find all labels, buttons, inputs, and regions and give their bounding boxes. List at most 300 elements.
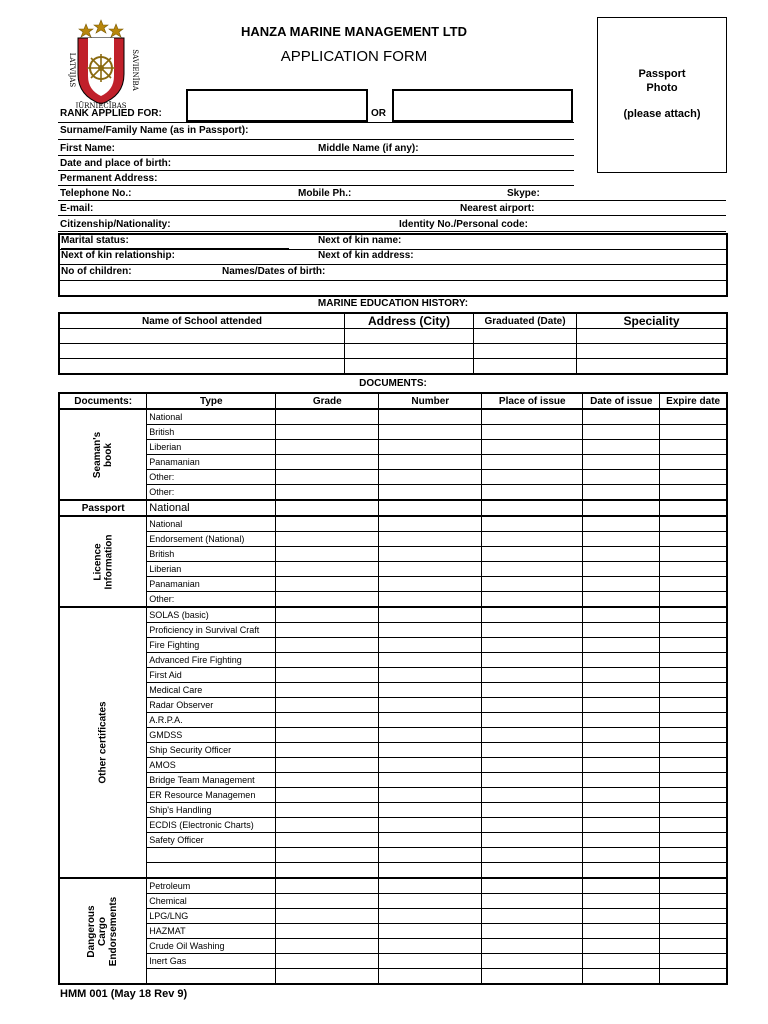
other-certificates-cell[interactable] [379, 668, 482, 683]
dangerous-cargo-type: Chemical [147, 894, 276, 909]
licence-cell[interactable] [583, 562, 660, 577]
other-certificates-cell[interactable] [379, 683, 482, 698]
other-certificates-type: Proficiency in Survival Craft [147, 623, 276, 638]
passport-group-label [59, 500, 147, 516]
licence-cell[interactable] [379, 592, 482, 608]
company-name: HANZA MARINE MANAGEMENT LTD [240, 24, 468, 39]
other-certificates-cell[interactable] [583, 653, 660, 668]
seamans-book-label-line: book [103, 442, 115, 467]
dangerous-cargo-cell[interactable] [583, 894, 660, 909]
seamans-book-type: Panamanian [147, 455, 276, 470]
other-certificates-cell[interactable] [583, 728, 660, 743]
seamans-book-cell[interactable] [660, 470, 727, 485]
other-certificates-cell[interactable] [660, 607, 727, 623]
mobile-label: Mobile Ph.: [298, 188, 352, 199]
seamans-book-cell[interactable] [482, 485, 583, 501]
other-certificates-cell[interactable] [276, 773, 379, 788]
other-certificates-cell[interactable] [276, 623, 379, 638]
licence-cell[interactable] [660, 532, 727, 547]
dangerous-cargo-row[interactable] [59, 954, 727, 969]
seamans-book-cell[interactable] [583, 440, 660, 455]
other-certificates-cell[interactable] [276, 728, 379, 743]
other-certificates-cell[interactable] [660, 743, 727, 758]
dangerous-cargo-cell[interactable] [276, 894, 379, 909]
dangerous-cargo-cell[interactable] [482, 954, 583, 969]
logo-text-bottom: JŪRNIECĪBAS [75, 102, 127, 108]
other-certificates-row[interactable] [59, 848, 727, 863]
other-certificates-cell[interactable] [482, 803, 583, 818]
other-certificates-type: Fire Fighting [147, 638, 276, 653]
dangerous-cargo-cell[interactable] [660, 954, 727, 969]
other-certificates-cell[interactable] [583, 818, 660, 833]
dob-label: Date and place of birth: [60, 158, 172, 169]
seamans-book-type: Other: [147, 485, 276, 501]
seamans-book-cell[interactable] [276, 455, 379, 470]
dangerous-cargo-cell[interactable] [660, 939, 727, 954]
kin-name-label: Next of kin name: [318, 235, 402, 246]
other-certificates-cell[interactable] [482, 683, 583, 698]
other-certificates-cell[interactable] [482, 863, 583, 879]
education-row[interactable] [59, 359, 727, 375]
other-certificates-type: SOLAS (basic) [147, 607, 276, 623]
other-certificates-cell[interactable] [482, 668, 583, 683]
other-certificates-cell[interactable] [482, 623, 583, 638]
email-label: E-mail: [60, 203, 94, 214]
other-certificates-cell[interactable] [482, 743, 583, 758]
dangerous-cargo-row[interactable] [59, 924, 727, 939]
other-certificates-cell[interactable] [379, 848, 482, 863]
dangerous-cargo-cell[interactable] [660, 924, 727, 939]
seamans-book-cell[interactable] [379, 455, 482, 470]
licence-type: National [147, 516, 276, 532]
seamans-book-cell[interactable] [482, 440, 583, 455]
licence-cell[interactable] [276, 592, 379, 608]
other-certificates-cell[interactable] [660, 788, 727, 803]
other-certificates-cell[interactable] [660, 713, 727, 728]
seamans-book-cell[interactable] [660, 455, 727, 470]
licence-cell[interactable] [276, 516, 379, 532]
dangerous-cargo-cell[interactable] [482, 894, 583, 909]
licence-row[interactable] [59, 592, 727, 608]
dangerous-cargo-label-line: Dangerous [86, 904, 98, 958]
other-certificates-row[interactable] [59, 788, 727, 803]
dangerous-cargo-cell[interactable] [583, 924, 660, 939]
seamans-book-cell[interactable] [276, 440, 379, 455]
dangerous-cargo-cell[interactable] [379, 909, 482, 924]
licence-row[interactable] [59, 577, 727, 592]
licence-row[interactable] [59, 562, 727, 577]
dangerous-cargo-cell[interactable] [660, 969, 727, 985]
education-row[interactable] [59, 329, 727, 344]
dangerous-cargo-cell[interactable] [660, 909, 727, 924]
other-certificates-cell[interactable] [583, 848, 660, 863]
other-certificates-type: ER Resource Managemen [147, 788, 276, 803]
other-certificates-cell[interactable] [276, 848, 379, 863]
other-certificates-type: Ship's Handling [147, 803, 276, 818]
other-certificates-row[interactable] [59, 713, 727, 728]
telephone-label: Telephone No.: [60, 188, 132, 199]
other-certificates-cell[interactable] [276, 833, 379, 848]
dangerous-cargo-cell[interactable] [482, 878, 583, 894]
education-title: MARINE EDUCATION HISTORY: [317, 298, 469, 309]
licence-cell[interactable] [583, 547, 660, 562]
licence-type: Panamanian [147, 577, 276, 592]
seamans-book-row[interactable] [59, 440, 727, 455]
other-certificates-cell[interactable] [660, 728, 727, 743]
identity-label: Identity No./Personal code: [399, 219, 528, 230]
middle-name-label: Middle Name (if any): [318, 143, 419, 154]
other-certificates-cell[interactable] [482, 713, 583, 728]
dangerous-cargo-cell[interactable] [583, 939, 660, 954]
other-certificates-cell[interactable] [583, 743, 660, 758]
dangerous-cargo-cell[interactable] [583, 909, 660, 924]
dangerous-cargo-cell[interactable] [583, 969, 660, 985]
children-label: No of children: [61, 266, 132, 277]
licence-cell[interactable] [379, 547, 482, 562]
edu-col-graduated: Graduated (Date) [474, 313, 577, 329]
seamans-book-cell[interactable] [583, 470, 660, 485]
passport-cell[interactable] [660, 500, 727, 516]
or-label: OR [371, 108, 386, 119]
licence-row[interactable] [59, 547, 727, 562]
passport-label: Passport [81, 502, 125, 514]
licence-type: British [147, 547, 276, 562]
other-certificates-cell[interactable] [583, 638, 660, 653]
dangerous-cargo-row[interactable] [59, 909, 727, 924]
dangerous-cargo-cell[interactable] [379, 969, 482, 985]
dangerous-cargo-type: Crude Oil Washing [147, 939, 276, 954]
other-certificates-cell[interactable] [482, 653, 583, 668]
licence-row[interactable] [59, 532, 727, 547]
other-certificates-cell[interactable] [660, 683, 727, 698]
other-certificates-cell[interactable] [583, 607, 660, 623]
seamans-book-cell[interactable] [276, 425, 379, 440]
seamans-book-cell[interactable] [482, 409, 583, 425]
other-certificates-cell[interactable] [276, 713, 379, 728]
licence-cell[interactable] [276, 577, 379, 592]
rank-input-1[interactable] [186, 89, 368, 122]
address-line[interactable] [58, 185, 574, 186]
licence-cell[interactable] [482, 562, 583, 577]
dangerous-cargo-row[interactable] [59, 939, 727, 954]
passport-photo-box[interactable] [597, 17, 727, 173]
seamans-book-cell[interactable] [379, 440, 482, 455]
photo-line-3: (please attach) [623, 108, 701, 120]
other-certificates-row[interactable] [59, 773, 727, 788]
seamans-book-cell[interactable] [482, 425, 583, 440]
dangerous-cargo-cell[interactable] [379, 924, 482, 939]
other-certificates-cell[interactable] [482, 698, 583, 713]
passport-cell[interactable] [482, 500, 583, 516]
seamans-book-cell[interactable] [379, 409, 482, 425]
seamans-book-cell[interactable] [482, 455, 583, 470]
dangerous-cargo-cell[interactable] [482, 939, 583, 954]
other-certificates-cell[interactable] [482, 833, 583, 848]
seamans-book-row[interactable] [59, 485, 727, 501]
other-certificates-cell[interactable] [276, 758, 379, 773]
other-certificates-cell[interactable] [276, 668, 379, 683]
rank-input-2[interactable] [392, 89, 573, 122]
other-certificates-cell[interactable] [379, 818, 482, 833]
dangerous-cargo-cell[interactable] [379, 954, 482, 969]
other-certificates-type [147, 848, 276, 863]
dangerous-cargo-cell[interactable] [583, 954, 660, 969]
other-certificates-row[interactable] [59, 743, 727, 758]
other-certificates-cell[interactable] [660, 818, 727, 833]
other-certificates-group-label [59, 607, 147, 878]
licence-cell[interactable] [583, 516, 660, 532]
other-certificates-cell[interactable] [583, 788, 660, 803]
seamans-book-cell[interactable] [660, 425, 727, 440]
surname-line[interactable] [58, 139, 574, 140]
seamans-book-cell[interactable] [583, 409, 660, 425]
licence-cell[interactable] [482, 547, 583, 562]
other-certificates-row[interactable] [59, 728, 727, 743]
other-certificates-cell[interactable] [276, 683, 379, 698]
seamans-book-row[interactable] [59, 425, 727, 440]
other-certificates-row[interactable] [59, 607, 727, 623]
seamans-book-cell[interactable] [583, 425, 660, 440]
licence-cell[interactable] [379, 562, 482, 577]
other-certificates-row[interactable] [59, 698, 727, 713]
education-row[interactable] [59, 344, 727, 359]
dangerous-cargo-type: HAZMAT [147, 924, 276, 939]
dob-line[interactable] [58, 170, 574, 171]
email-line[interactable] [58, 215, 726, 216]
seamans-book-row[interactable] [59, 455, 727, 470]
other-certificates-cell[interactable] [379, 638, 482, 653]
other-certificates-row[interactable] [59, 863, 727, 879]
address-label: Permanent Address: [60, 173, 158, 184]
other-certificates-cell[interactable] [583, 758, 660, 773]
other-certificates-cell[interactable] [276, 863, 379, 879]
dangerous-cargo-cell[interactable] [482, 909, 583, 924]
dangerous-cargo-row[interactable] [59, 969, 727, 985]
other-certificates-cell[interactable] [482, 758, 583, 773]
other-certificates-cell[interactable] [583, 803, 660, 818]
other-certificates-cell[interactable] [583, 863, 660, 879]
seamans-book-cell[interactable] [276, 409, 379, 425]
seamans-book-cell[interactable] [379, 425, 482, 440]
dangerous-cargo-cell[interactable] [276, 969, 379, 985]
other-certificates-cell[interactable] [583, 713, 660, 728]
passport-row[interactable] [59, 500, 727, 516]
licence-cell[interactable] [482, 516, 583, 532]
licence-cell[interactable] [660, 577, 727, 592]
other-certificates-cell[interactable] [482, 607, 583, 623]
other-certificates-row[interactable] [59, 803, 727, 818]
other-certificates-row[interactable] [59, 758, 727, 773]
documents-table [58, 392, 728, 985]
passport-cell[interactable] [379, 500, 482, 516]
photo-line-2: Photo [646, 82, 678, 94]
airport-label: Nearest airport: [460, 203, 535, 214]
other-certificates-cell[interactable] [482, 788, 583, 803]
licence-cell[interactable] [583, 532, 660, 547]
other-certificates-cell[interactable] [583, 698, 660, 713]
other-certificates-row[interactable] [59, 653, 727, 668]
other-certificates-cell[interactable] [583, 623, 660, 638]
other-certificates-cell[interactable] [276, 803, 379, 818]
seamans-book-cell[interactable] [660, 440, 727, 455]
seamans-book-cell[interactable] [583, 485, 660, 501]
licence-cell[interactable] [276, 562, 379, 577]
other-certificates-cell[interactable] [660, 623, 727, 638]
other-certificates-cell[interactable] [482, 848, 583, 863]
other-certificates-cell[interactable] [660, 698, 727, 713]
other-certificates-cell[interactable] [660, 848, 727, 863]
dangerous-cargo-cell[interactable] [276, 924, 379, 939]
seamans-book-row[interactable] [59, 470, 727, 485]
seamans-book-type: Liberian [147, 440, 276, 455]
dangerous-cargo-cell[interactable] [583, 878, 660, 894]
other-certificates-row[interactable] [59, 623, 727, 638]
other-certificates-cell[interactable] [379, 758, 482, 773]
other-certificates-cell[interactable] [482, 773, 583, 788]
other-certificates-cell[interactable] [379, 623, 482, 638]
seamans-book-cell[interactable] [276, 470, 379, 485]
licence-row[interactable] [59, 516, 727, 532]
other-certificates-cell[interactable] [379, 713, 482, 728]
other-certificates-cell[interactable] [379, 803, 482, 818]
other-certificates-cell[interactable] [379, 743, 482, 758]
dangerous-cargo-row[interactable] [59, 894, 727, 909]
licence-cell[interactable] [379, 577, 482, 592]
licence-cell[interactable] [276, 532, 379, 547]
licence-cell[interactable] [660, 516, 727, 532]
seamans-book-cell[interactable] [276, 485, 379, 501]
other-certificates-cell[interactable] [583, 833, 660, 848]
telephone-line[interactable] [58, 200, 726, 201]
seamans-book-cell[interactable] [379, 485, 482, 501]
other-certificates-cell[interactable] [379, 833, 482, 848]
dangerous-cargo-cell[interactable] [276, 909, 379, 924]
licence-cell[interactable] [583, 577, 660, 592]
other-certificates-cell[interactable] [482, 638, 583, 653]
licence-cell[interactable] [379, 532, 482, 547]
licence-type: Other: [147, 592, 276, 608]
other-certificates-cell[interactable] [276, 607, 379, 623]
other-certificates-cell[interactable] [379, 607, 482, 623]
licence-cell[interactable] [276, 547, 379, 562]
licence-cell[interactable] [660, 592, 727, 608]
other-certificates-cell[interactable] [660, 668, 727, 683]
seamans-book-cell[interactable] [583, 455, 660, 470]
other-certificates-cell[interactable] [379, 698, 482, 713]
other-certificates-cell[interactable] [660, 773, 727, 788]
seamans-book-cell[interactable] [660, 485, 727, 501]
other-certificates-cell[interactable] [482, 728, 583, 743]
other-certificates-cell[interactable] [276, 638, 379, 653]
doc-col-grade: Grade [276, 393, 379, 409]
other-certificates-cell[interactable] [660, 833, 727, 848]
documents-title: DOCUMENTS: [359, 378, 427, 389]
other-certificates-cell[interactable] [276, 743, 379, 758]
other-certificates-row[interactable] [59, 833, 727, 848]
licence-cell[interactable] [482, 532, 583, 547]
citizenship-line[interactable] [58, 231, 726, 232]
other-certificates-row[interactable] [59, 638, 727, 653]
dangerous-cargo-cell[interactable] [379, 939, 482, 954]
dangerous-cargo-type: Inert Gas [147, 954, 276, 969]
dangerous-cargo-cell[interactable] [276, 939, 379, 954]
dangerous-cargo-label-line: Endorsements [108, 896, 120, 966]
first-name-line[interactable] [58, 155, 574, 156]
other-certificates-cell[interactable] [379, 773, 482, 788]
dangerous-cargo-cell[interactable] [482, 924, 583, 939]
licence-group-label [59, 516, 147, 607]
licence-cell[interactable] [583, 592, 660, 608]
other-certificates-cell[interactable] [276, 698, 379, 713]
other-certificates-type: Radar Observer [147, 698, 276, 713]
other-certificates-row[interactable] [59, 818, 727, 833]
other-certificates-cell[interactable] [583, 773, 660, 788]
other-certificates-type: ECDIS (Electronic Charts) [147, 818, 276, 833]
passport-cell[interactable] [276, 500, 379, 516]
seamans-book-cell[interactable] [379, 470, 482, 485]
other-certificates-cell[interactable] [379, 653, 482, 668]
licence-type: Liberian [147, 562, 276, 577]
dangerous-cargo-cell[interactable] [482, 969, 583, 985]
other-certificates-cell[interactable] [276, 788, 379, 803]
seamans-book-row[interactable] [59, 409, 727, 425]
licence-cell[interactable] [482, 592, 583, 608]
passport-cell[interactable] [583, 500, 660, 516]
other-certificates-cell[interactable] [583, 668, 660, 683]
other-certificates-cell[interactable] [379, 728, 482, 743]
doc-col-date-issue: Date of issue [583, 393, 660, 409]
logo-text-right: SAVIENĪBA [131, 49, 139, 91]
other-certificates-row[interactable] [59, 668, 727, 683]
other-certificates-type: Advanced Fire Fighting [147, 653, 276, 668]
logo-text-left: LATVIJAS [68, 52, 76, 88]
licence-cell[interactable] [379, 516, 482, 532]
passport-type: National [147, 500, 276, 516]
seamans-book-cell[interactable] [660, 409, 727, 425]
dangerous-cargo-row[interactable] [59, 878, 727, 894]
other-certificates-cell[interactable] [379, 788, 482, 803]
dangerous-cargo-cell[interactable] [276, 878, 379, 894]
other-certificates-cell[interactable] [660, 653, 727, 668]
seamans-book-cell[interactable] [482, 470, 583, 485]
doc-col-type: Type [147, 393, 276, 409]
dangerous-cargo-cell[interactable] [660, 894, 727, 909]
other-certificates-cell[interactable] [660, 863, 727, 879]
licence-cell[interactable] [660, 547, 727, 562]
other-certificates-cell[interactable] [379, 863, 482, 879]
other-certificates-cell[interactable] [583, 683, 660, 698]
other-certificates-row[interactable] [59, 683, 727, 698]
dangerous-cargo-cell[interactable] [379, 878, 482, 894]
other-certificates-type: First Aid [147, 668, 276, 683]
other-certificates-cell[interactable] [276, 653, 379, 668]
dangerous-cargo-cell[interactable] [276, 954, 379, 969]
licence-cell[interactable] [660, 562, 727, 577]
other-certificates-cell[interactable] [276, 818, 379, 833]
licence-type: Endorsement (National) [147, 532, 276, 547]
seamans-book-type: National [147, 409, 276, 425]
other-certificates-cell[interactable] [660, 803, 727, 818]
surname-label: Surname/Family Name (as in Passport): [60, 125, 249, 136]
dangerous-cargo-cell[interactable] [379, 894, 482, 909]
other-certificates-cell[interactable] [660, 638, 727, 653]
dangerous-cargo-cell[interactable] [660, 878, 727, 894]
other-certificates-type: GMDSS [147, 728, 276, 743]
other-certificates-cell[interactable] [482, 818, 583, 833]
children-names-label: Names/Dates of birth: [222, 266, 326, 277]
licence-cell[interactable] [482, 577, 583, 592]
other-certificates-cell[interactable] [660, 758, 727, 773]
